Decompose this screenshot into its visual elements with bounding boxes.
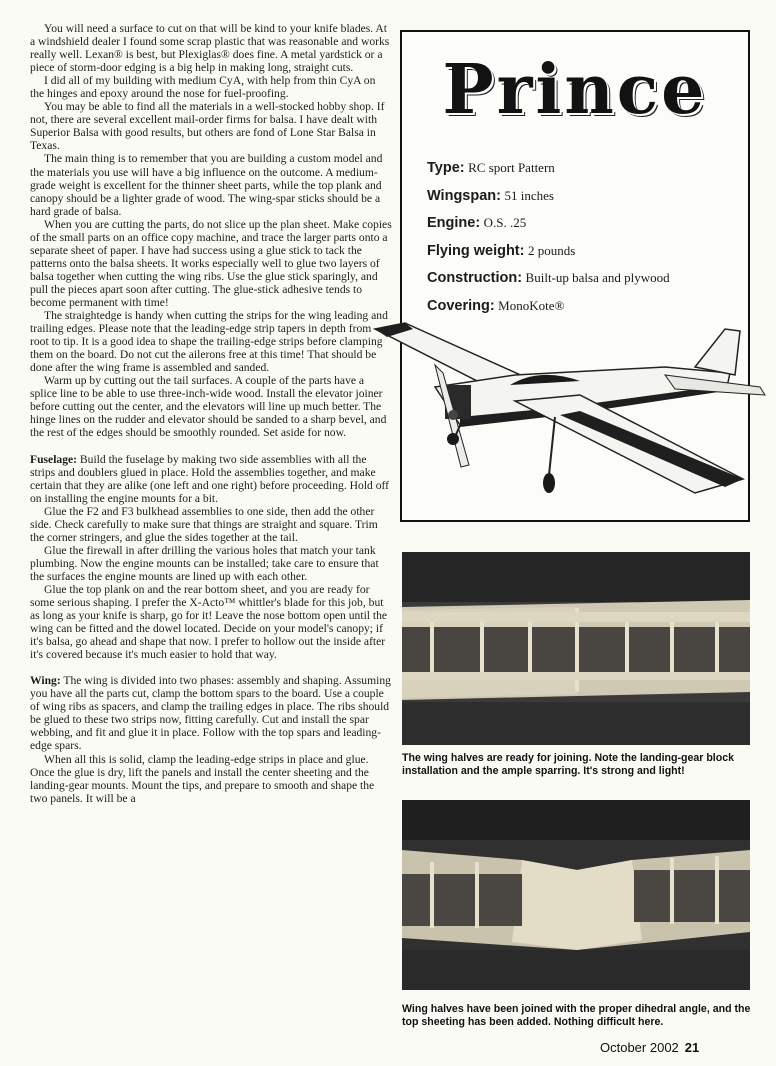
paragraph: Glue the firewall in after drilling the various holes that match your tank plumbing. Now the engine mounts can be installed; take care to ensure that the surfaces the engine mounts are lined up with each other.: [30, 543, 379, 583]
paragraph: When all this is solid, clamp the leading-edge strips in place and glue. Once the glue is dry, lift the panels and install the center sheeting and the landing-gear mounts. Mount the tips, and prepare to smooth and shape the two panels. It will be a: [30, 752, 375, 805]
spec-wingspan: [427, 188, 670, 216]
issue-date: October 2002: [600, 1040, 679, 1055]
paragraph: The straightedge is handy when cutting the strips for the wing leading and trailing edges. Please note that the leading-edge strip tapers in depth from root to tip. It is a good idea to shape the trailing-edge strips before clamping them on the board. Do not cut the ailerons free at this time! That should be done after the wing frame is assembled and sanded.: [30, 309, 388, 375]
airplane-illustration: [365, 315, 775, 515]
fuselage-lead-text: Build the fuselage by making two side assemblies with all the strips and doublers glued in place. Hold the assemblies together, and make certain that they are alike (one left and one right) before proceeding. Hold off on installing the engine mounts for a bit.: [30, 452, 390, 505]
paragraph: You may be able to find all the materials in a well-stocked hobby shop. If not, there are several excellent mail-order firms for balsa. I have dealt with Superior Balsa with good results, but others are fond of Lone Star Balsa in Texas.: [30, 100, 385, 153]
spec-value: Built-up balsa and plywood: [525, 270, 670, 285]
paragraph: The main thing is to remember that you are building a custom model and the materials you use will have a big influence on the outcome. A medium-grade weight is excellent for the thinner sheet parts, while the top plank and canopy should be a lighter grade of wood. The wing-spar sticks should be a hard grade of balsa.: [30, 152, 383, 218]
spec-construction: [427, 270, 670, 298]
page-footer: [600, 1040, 699, 1055]
spec-value: 51 inches: [504, 187, 554, 203]
wing-lead-text: The wing is divided into two phases: assembly and shaping. Assuming you have all the parts cut, clamp the bottom spars to the board. Use a couple of wing ribs as spacers, and clamp the trailing edges in place. The ribs should be glued to these two strips now, fitting carefully. Cut and install the spar webbing, and fit and glue it in place. Follow with the top spars and leading-edge spars.: [30, 674, 391, 753]
photo-caption: The wing halves are ready for joining. Note the landing-gear block installation and the ample sparring. It's strong and light!: [402, 752, 734, 777]
spec-label: Wingspan:: [427, 187, 501, 204]
paragraph: Glue the F2 and F3 bulkhead assemblies to one side, then add the other side. Check carefully to make sure that things are straight and square. Trim the corner stringers, and glue the sides together at the tail.: [30, 504, 378, 544]
joined-wing-photo: [402, 800, 750, 990]
spec-list: [427, 160, 670, 325]
spec-label: Flying weight:: [427, 242, 525, 259]
model-title: Prince: [442, 50, 708, 130]
spec-engine: [427, 215, 670, 243]
wing-photo-image: [402, 552, 750, 745]
paragraph: You will need a surface to cut on that will be kind to your knife blades. At a windshield dealer I found some scrap plastic that was reasonable and works really well. Lexan® is best, but Plexiglas® does fine. A metal yardstick or a piece of storm-door edging is a big help in making long, straight cuts.: [30, 22, 390, 75]
spec-value: MonoKote®: [498, 297, 565, 313]
spec-type: [427, 160, 670, 188]
page-number: 21: [684, 1040, 700, 1055]
wing-section-lead: [30, 674, 392, 752]
article-column: [30, 22, 392, 805]
paragraph: When you are cutting the parts, do not slice up the plan sheet. Make copies of the small parts on an office copy machine, and trace the larger parts onto a separate sheet of paper. I have had success using a glue stick to tack the patterns onto the balsa sheets. It works especially well to glue two layers of balsa together when cutting the wing ribs. Use the glue stick sparingly, and pull the pieces apart soon after cutting. The glue-stick adhesive tends to become permanent with time!: [30, 217, 392, 309]
wing-halves-photo: [402, 552, 750, 745]
spec-value: O.S. .25: [483, 215, 527, 230]
spec-label: Type:: [427, 160, 465, 176]
spec-value: RC sport Pattern: [468, 160, 555, 175]
fuselage-section-lead: [30, 453, 392, 505]
paragraph: I did all of my building with medium CyA, with help from thin CyA on the hinges and epoxy around the nose for fuel-proofing.: [30, 74, 376, 101]
spec-label: Engine:: [427, 215, 481, 231]
fuselage-heading: Fuselage:: [30, 452, 78, 466]
paragraph: Glue the top plank on and the rear bottom sheet, and you are ready for some serious shaping. I prefer the X-Acto™ whittler's blade for this job, but as long as your knife is sharp, go for it! Leave the nose bottom open until the wing can be fitted and the dowel located. Decide on your model's canopy; if it's balsa, go ahead and shape that now. I prefer to hollow out the inside after it's covered because it's much easier to hold that way.: [30, 582, 388, 662]
spec-value: 2 pounds: [527, 242, 576, 258]
joined-wing-image: [402, 800, 750, 990]
wing-heading: Wing:: [30, 674, 61, 688]
spec-label: Construction:: [427, 270, 523, 286]
spec-flying-weight: [427, 243, 670, 271]
paragraph: Warm up by cutting out the tail surfaces. A couple of the parts have a splice line to be able to use three-inch-wide wood. Install the elevator joiner before cutting out the center, and the elevators will line up much better. The hinge lines on the rudder and elevator should be sanded to a sharp bevel, and the rest of the edges should be smoothly rounded. Set aside for now.: [30, 374, 387, 440]
photo-caption: Wing halves have been joined with the proper dihedral angle, and the top sheeting has been added. Nothing difficult here.: [402, 1003, 751, 1028]
spec-label: Covering:: [427, 297, 495, 314]
